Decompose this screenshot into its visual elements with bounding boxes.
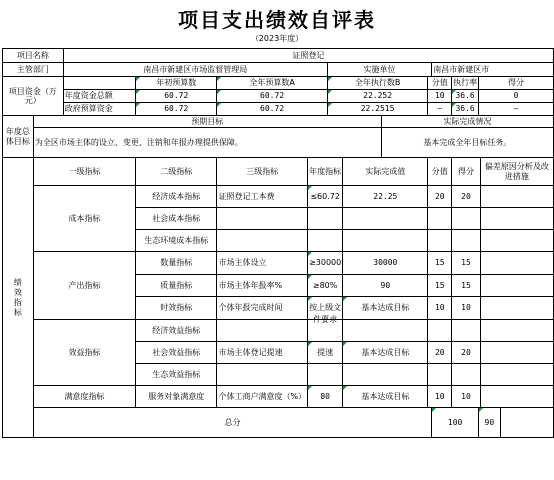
h-level1: 一级指标 xyxy=(33,158,135,186)
project-name: 证照登记 xyxy=(63,49,553,63)
time-target: 按上级文件要求 xyxy=(308,297,343,320)
econ-benefit-max xyxy=(428,320,452,342)
qty-max: 15 xyxy=(428,252,452,275)
social-cost-actual xyxy=(343,208,428,230)
social-cost-target xyxy=(308,208,343,230)
total-max: 100 xyxy=(432,408,479,438)
eco-cost-max xyxy=(428,230,452,252)
eco-benefit-indicator: 生态效益指标 xyxy=(136,364,217,386)
report-year: （2023年度） xyxy=(250,34,304,43)
qty-score: 15 xyxy=(452,252,481,275)
eco-benefit-item xyxy=(217,364,308,386)
service-score: 10 xyxy=(452,386,481,408)
social-benefit-item: 市场主体登记提速 xyxy=(217,342,308,364)
social-cost-indicator: 社会成本指标 xyxy=(136,208,217,230)
funds-header-blank xyxy=(63,77,135,90)
total-funds-label: 年度资金总额 xyxy=(63,90,135,103)
service-max: 10 xyxy=(428,386,452,408)
actual-result-header: 实际完成情况 xyxy=(381,116,553,128)
project-name-label: 项目名称 xyxy=(3,49,64,63)
social-benefit-target: 提速 xyxy=(308,342,343,364)
econ-benefit-actual xyxy=(343,320,428,342)
total-initial: 60.72 xyxy=(136,90,217,103)
time-score: 10 xyxy=(452,297,481,320)
service-item: 个体工商户满意度（%） xyxy=(217,386,308,408)
quality-target: ≥80% xyxy=(308,275,343,297)
social-benefit-actual: 基本达成目标 xyxy=(343,342,428,364)
service-reason xyxy=(480,386,553,408)
col-score: 得分 xyxy=(479,77,554,90)
econ-benefit-target xyxy=(308,320,343,342)
total-full: 60.72 xyxy=(217,90,327,103)
gov-score: — xyxy=(479,103,554,116)
actual-result-text: 基本完成全年目标任务。 xyxy=(381,128,553,158)
social-cost-max xyxy=(428,208,452,230)
econ-benefit-indicator: 经济效益指标 xyxy=(136,320,217,342)
time-reason xyxy=(480,297,553,320)
econ-benefit-score xyxy=(452,320,481,342)
econ-cost-score: 20 xyxy=(452,186,481,208)
social-cost-reason xyxy=(480,208,553,230)
h-score-max: 分值 xyxy=(428,158,452,186)
total-score: 0 xyxy=(479,90,554,103)
gov-funds-label: 政府预算资金 xyxy=(63,103,135,116)
time-max: 10 xyxy=(428,297,452,320)
service-indicator: 服务对象满意度 xyxy=(136,386,217,408)
eco-benefit-actual xyxy=(343,364,428,386)
h-level3: 三级指标 xyxy=(217,158,308,186)
econ-cost-item: 证照登记工本费 xyxy=(217,186,308,208)
gov-rate: 36.6 xyxy=(452,103,479,116)
eco-cost-reason xyxy=(480,230,553,252)
gov-score-max: — xyxy=(428,103,452,116)
qty-item: 市场主体设立 xyxy=(217,252,308,275)
gov-initial: 60.72 xyxy=(136,103,217,116)
total-rate: 36.6 xyxy=(452,90,479,103)
gov-full: 60.72 xyxy=(217,103,327,116)
total-exec: 22.252 xyxy=(327,90,428,103)
col-exec-rate: 执行率 xyxy=(452,77,479,90)
eco-benefit-reason xyxy=(480,364,553,386)
eco-benefit-max xyxy=(428,364,452,386)
impl-unit-label: 实施单位 xyxy=(327,63,431,77)
time-indicator: 时效指标 xyxy=(136,297,217,320)
qty-indicator: 数量指标 xyxy=(136,252,217,275)
econ-benefit-reason xyxy=(480,320,553,342)
impl-unit-value: 南昌市新建区市 xyxy=(432,63,554,77)
eco-cost-actual xyxy=(343,230,428,252)
econ-cost-indicator: 经济成本指标 xyxy=(136,186,217,208)
service-actual: 基本达成目标 xyxy=(343,386,428,408)
qty-target: ≥30000 xyxy=(308,252,343,275)
col-initial-budget: 年初预算数 xyxy=(136,77,217,90)
col-full-budget: 全年预算数A xyxy=(217,77,327,90)
quality-indicator: 质量指标 xyxy=(136,275,217,297)
h-annual-target: 年度指标 xyxy=(308,158,343,186)
social-benefit-max: 20 xyxy=(428,342,452,364)
col-score-max: 分值 xyxy=(428,77,452,90)
cost-indicator: 成本指标 xyxy=(33,186,135,252)
time-item: 个体年报完成时间 xyxy=(217,297,308,320)
quality-score: 15 xyxy=(452,275,481,297)
quality-max: 15 xyxy=(428,275,452,297)
col-full-exec: 全年执行数B xyxy=(327,77,428,90)
funds-label: 项目资金（万元） xyxy=(3,77,64,116)
eco-benefit-target xyxy=(308,364,343,386)
dept-value: 南昌市新建区市场监督管理局 xyxy=(63,63,327,77)
h-actual-value: 实际完成值 xyxy=(343,158,428,186)
qty-reason xyxy=(480,252,553,275)
eco-cost-item xyxy=(217,230,308,252)
h-level2: 二级指标 xyxy=(136,158,217,186)
page-title: 项目支出绩效自评表 xyxy=(178,8,376,32)
quality-item: 市场主体年报率% xyxy=(217,275,308,297)
performance-indicators-label: 绩效指标 xyxy=(3,158,34,438)
social-cost-item xyxy=(217,208,308,230)
evaluation-table xyxy=(2,48,554,438)
benefit-indicator: 效益指标 xyxy=(33,320,135,386)
service-target: 80 xyxy=(308,386,343,408)
eco-benefit-score xyxy=(452,364,481,386)
total-score-value: 90 xyxy=(479,408,501,438)
dept-label: 主管部门 xyxy=(3,63,64,77)
expected-goal-header: 预期目标 xyxy=(33,116,381,128)
quality-actual: 90 xyxy=(343,275,428,297)
time-actual: 基本达成目标 xyxy=(343,297,428,320)
econ-cost-max: 20 xyxy=(428,186,452,208)
quality-reason xyxy=(480,275,553,297)
qty-actual: 30000 xyxy=(343,252,428,275)
total-label: 总分 xyxy=(33,408,431,438)
social-benefit-reason xyxy=(480,342,553,364)
expected-goal-text: 为全区市场主体的设立、变更、注销和年报办理提供保障。 xyxy=(33,128,381,158)
social-cost-score xyxy=(452,208,481,230)
eco-cost-score xyxy=(452,230,481,252)
output-indicator: 产出指标 xyxy=(33,252,135,320)
h-deviation-reason: 偏差原因分析及改进措施 xyxy=(480,158,553,186)
econ-cost-target: ≤60.72 xyxy=(308,186,343,208)
econ-cost-actual: 22.25 xyxy=(343,186,428,208)
eco-cost-target xyxy=(308,230,343,252)
econ-cost-reason xyxy=(480,186,553,208)
econ-benefit-item xyxy=(217,320,308,342)
total-score-max: 10 xyxy=(428,90,452,103)
gov-exec: 22.2515 xyxy=(327,103,428,116)
social-benefit-indicator: 社会效益指标 xyxy=(136,342,217,364)
satisfaction-indicator: 满意度指标 xyxy=(33,386,135,408)
annual-goals-label: 年度总体目标 xyxy=(3,116,34,158)
h-score: 得分 xyxy=(452,158,481,186)
total-reason xyxy=(500,408,553,438)
eco-cost-indicator: 生态环境成本指标 xyxy=(136,230,217,252)
social-benefit-score: 20 xyxy=(452,342,481,364)
